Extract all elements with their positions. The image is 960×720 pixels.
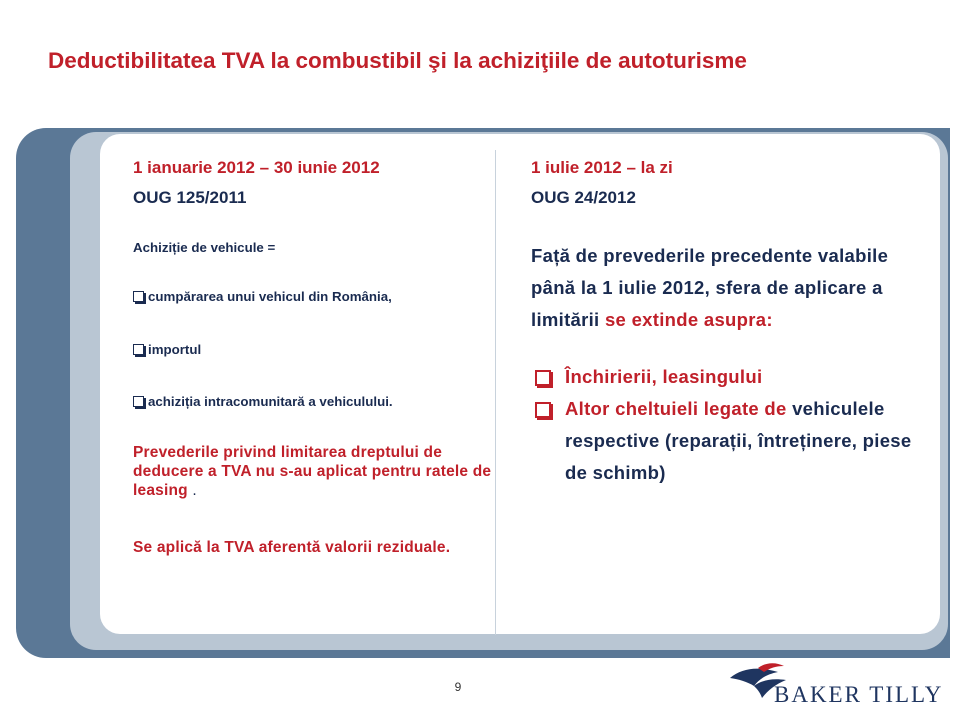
- left-bullet-text: cumpărarea unui vehicul din România,: [148, 289, 392, 304]
- page-number: 9: [454, 680, 462, 694]
- right-paragraph-highlight: se extinde asupra:: [604, 309, 773, 330]
- left-paragraph-trailing: .: [187, 482, 197, 499]
- right-bullet-item: [531, 393, 921, 489]
- left-column: [133, 156, 503, 557]
- checkbox-square-icon: [133, 344, 144, 355]
- checkbox-square-icon: [133, 396, 144, 407]
- left-paragraph-residual: Se aplică la TVA aferentă valorii reziduale.: [133, 539, 451, 556]
- slide-title: Deductibilitatea TVA la combustibil şi la achiziţiile de autoturisme: [48, 48, 747, 73]
- right-bullet-2-red: Altor cheltuieli legate de: [565, 398, 793, 419]
- right-paragraph: [531, 240, 921, 336]
- baker-tilly-logo: [728, 660, 948, 710]
- right-period: 1 iulie 2012 – la zi: [531, 158, 673, 177]
- left-bullet-item: [133, 289, 503, 304]
- checkbox-square-icon: [535, 402, 551, 418]
- left-intro: Achiziție de vehicule =: [133, 240, 276, 255]
- right-bullet-2-navy: vehiculele respective (reparații, întreținere, piese de schimb): [565, 398, 912, 483]
- right-bullet-text: Închirierii, leasingului: [565, 366, 763, 387]
- left-bullet-item: [133, 394, 503, 409]
- left-paragraph-leasing: [133, 443, 503, 500]
- left-bullet-item: [133, 342, 503, 357]
- right-paragraph-lead: Față de prevederile precedente valabile până la 1 iulie 2012, sfera de aplicare a limitării: [531, 245, 889, 330]
- left-law-reference: OUG 125/2011: [133, 188, 247, 207]
- left-bullet-text: importul: [148, 342, 202, 357]
- right-bullet-text: [565, 393, 921, 489]
- right-column: [531, 156, 921, 489]
- logo-text: BAKER TILLY: [774, 682, 944, 707]
- checkbox-square-icon: [133, 291, 144, 302]
- right-law-reference: OUG 24/2012: [531, 188, 636, 207]
- checkbox-square-icon: [535, 370, 551, 386]
- left-period: 1 ianuarie 2012 – 30 iunie 2012: [133, 158, 380, 177]
- left-paragraph-leasing-text: Prevederile privind limitarea dreptului de deducere a TVA nu s-au aplicat pentru ratele de leasing: [133, 444, 492, 499]
- right-bullet-item: [531, 361, 921, 393]
- left-bullet-text: achiziția intracomunitară a vehiculului.: [148, 394, 393, 409]
